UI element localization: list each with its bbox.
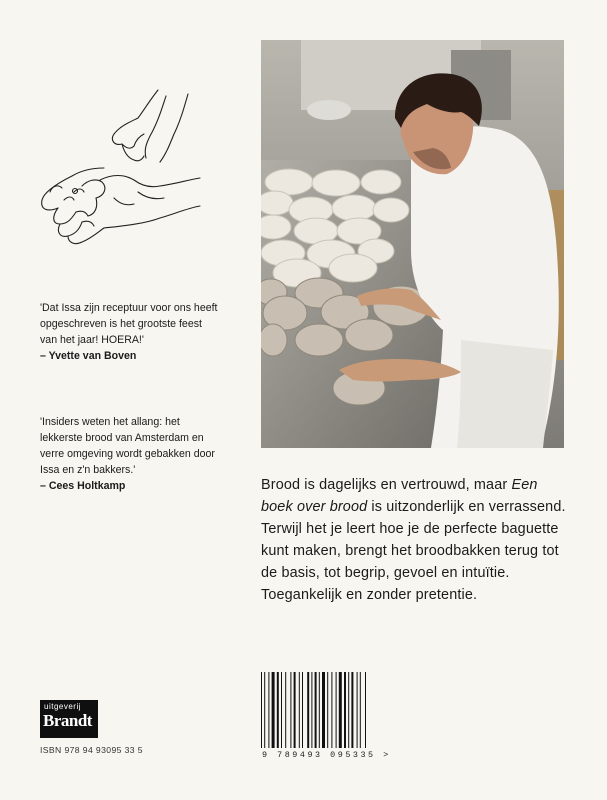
barcode-bar — [311, 672, 312, 748]
blurb-part-1: Brood is dagelijks en vertrouwd, maar — [261, 477, 512, 493]
barcode-icon — [261, 672, 379, 750]
barcode-bar — [285, 672, 286, 748]
quote-author: – Yvette van Boven — [40, 350, 137, 362]
barcode-bar — [351, 672, 353, 748]
barcode-bar — [344, 672, 346, 748]
kneading-hands-icon — [38, 88, 204, 248]
blurb-part-2: is uitzonderlijk en verrassend. Terwijl het je leert hoe je de perfecte baguette kunt maken, brengt het broodbakken terug tot de basis, tot begrip, gevoel en intuïtie. Toegankelijk en zonder pretentie. — [261, 499, 566, 603]
barcode-bar — [331, 672, 332, 748]
barcode-bar — [327, 672, 328, 748]
barcode-bar — [365, 672, 366, 748]
barcode-bar — [315, 672, 317, 748]
barcode-bar — [360, 672, 361, 748]
barcode-bar — [322, 672, 325, 748]
barcode-bar — [307, 672, 309, 748]
barcode-bar — [357, 672, 358, 748]
quote-author: – Cees Holtkamp — [40, 480, 126, 492]
barcode-bar — [302, 672, 303, 748]
barcode-bar — [336, 672, 337, 748]
quote-cees — [40, 414, 220, 494]
barcode-bar — [294, 672, 296, 748]
barcode-bar — [264, 672, 265, 748]
baker-with-dough-photo — [261, 40, 564, 448]
barcode-bar — [299, 672, 300, 748]
quote-text: 'Insiders weten het allang: het lekkerste brood van Amsterdam en verre omgeving wordt gebakken door Issa en z'n bakkers.' — [40, 416, 215, 476]
barcode-bar — [268, 672, 269, 748]
quote-text: 'Dat Issa zijn receptuur voor ons heeft opgeschreven is het grootste feest van het jaar! HOERA!' — [40, 302, 218, 346]
isbn-text: ISBN 978 94 93095 33 5 — [40, 745, 143, 755]
book-title: Een boek over brood — [261, 477, 538, 515]
barcode-bar — [339, 672, 342, 748]
barcode-bar — [277, 672, 279, 748]
barcode-bar — [272, 672, 275, 748]
barcode-bar — [290, 672, 291, 748]
publisher-logo-name: Brandt — [43, 711, 92, 730]
blurb-text — [261, 474, 571, 606]
barcode-bar — [281, 672, 282, 748]
barcode-digits: 9 789493 095335 > — [262, 750, 391, 760]
publisher-logo-top: uitgeverij — [44, 702, 82, 711]
publisher-logo — [40, 700, 98, 738]
barcode-bar — [348, 672, 349, 748]
quote-yvette — [40, 300, 220, 364]
barcode-bar — [261, 672, 262, 748]
barcode-bar — [319, 672, 320, 748]
